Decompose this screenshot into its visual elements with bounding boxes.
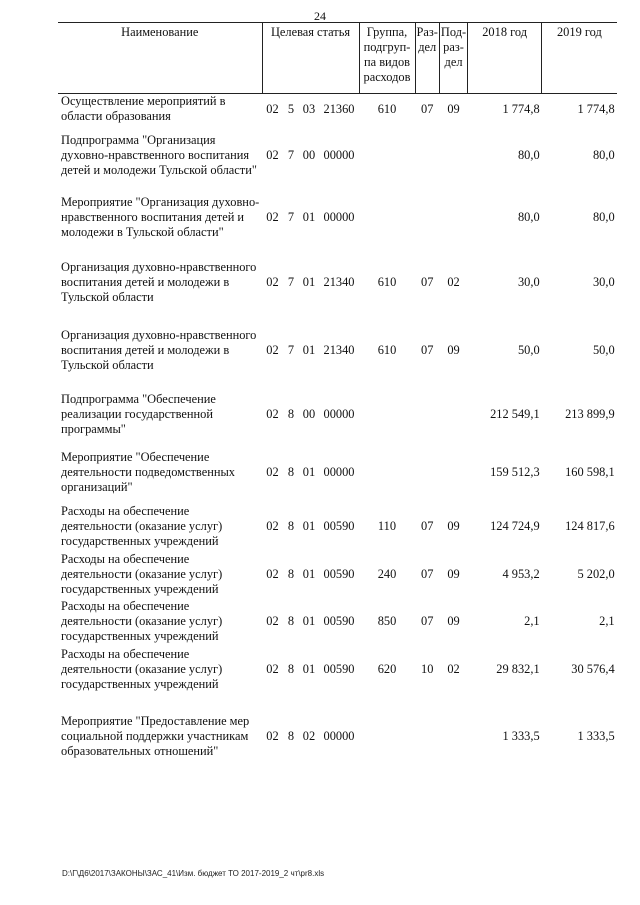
row-expense-group: 620 [377, 662, 397, 676]
row-amount-2018: 124 724,9 [490, 519, 540, 533]
table-header-row [58, 23, 617, 94]
table-row [58, 316, 617, 386]
row-article-subprogram: 8 [287, 465, 295, 479]
table-row [58, 503, 617, 551]
row-name: Расходы на обеспечение деятельности (оказание услуг) государственных учреждений [61, 598, 223, 643]
row-article-event: 01 [302, 519, 316, 533]
row-name: Подпрограмма "Обеспечение реализации государственной программы" [61, 391, 216, 436]
row-expense-group: 610 [377, 101, 397, 116]
row-section [415, 125, 439, 187]
row-article-direction: 00000 [323, 148, 355, 162]
header-year-2019: 2019 год [542, 23, 617, 94]
row-article-event: 01 [302, 662, 316, 676]
row-name: Осуществление мероприятий в области образования [61, 94, 226, 124]
table-row [58, 125, 617, 187]
row-article-subprogram: 8 [287, 662, 295, 676]
row-amount-2019: 80,0 [592, 210, 615, 224]
table-body [58, 94, 617, 779]
row-name: Организация духовно-нравственного воспитания детей и молодежи в Тульской области [61, 328, 257, 372]
row-amount-2019: 213 899,9 [565, 406, 615, 421]
header-name: Наименование [58, 23, 262, 94]
row-article-event: 00 [302, 406, 316, 421]
row-amount-2019: 5 202,0 [577, 566, 615, 581]
row-name: Расходы на обеспечение деятельности (оказание услуг) государственных учреждений [61, 647, 223, 691]
row-article-subprogram: 5 [287, 101, 295, 116]
row-article-program: 02 [266, 406, 279, 421]
table-row [58, 249, 617, 316]
row-name: Организация духовно-нравственного воспитания детей и молодежи в Тульской области [61, 259, 257, 304]
header-section: Раз-дел [415, 23, 439, 94]
row-amount-2019: 30 576,4 [571, 662, 615, 676]
row-article-program: 02 [266, 148, 279, 162]
row-expense-group: 610 [377, 343, 397, 357]
row-name: Расходы на обеспечение деятельности (оказание услуг) государственных учреждений [61, 504, 223, 548]
row-article-program: 02 [266, 566, 279, 581]
row-article-subprogram: 8 [287, 613, 295, 628]
row-amount-2018: 80,0 [517, 210, 540, 224]
row-article-subprogram: 7 [287, 343, 295, 357]
row-section [415, 386, 439, 443]
footer-file-path: D:\Г\Д6\2017\ЗАКОНЫ\ЗАС_41\Изм. бюджет ТО 2017-2019_2 чт\pr8.xls [62, 869, 325, 878]
row-article-direction: 00000 [323, 465, 355, 479]
row-subsection [439, 443, 467, 503]
header-year-2018: 2018 год [468, 23, 542, 94]
row-article-event: 01 [302, 343, 316, 357]
table-row [58, 551, 617, 598]
row-article-event: 02 [302, 729, 316, 743]
row-article-direction: 00590 [323, 662, 355, 676]
row-section: 07 [421, 343, 434, 357]
row-article-program: 02 [266, 343, 279, 357]
row-subsection: 09 [447, 566, 460, 581]
table-row [58, 695, 617, 779]
row-expense-group [359, 125, 415, 187]
row-expense-group [359, 695, 415, 779]
row-amount-2019: 1 333,5 [577, 729, 615, 743]
row-article-direction: 21340 [323, 343, 355, 357]
table-row [58, 645, 617, 695]
row-article-subprogram: 8 [287, 566, 295, 581]
row-section [415, 187, 439, 249]
budget-table [58, 22, 617, 779]
row-amount-2018: 2,1 [524, 613, 540, 628]
row-amount-2019: 2,1 [599, 613, 615, 628]
row-amount-2018: 50,0 [517, 343, 540, 357]
row-amount-2018: 212 549,1 [490, 406, 540, 421]
row-section: 07 [421, 274, 434, 289]
row-expense-group: 110 [377, 519, 397, 533]
table-row [58, 598, 617, 645]
row-article-subprogram: 7 [287, 274, 295, 289]
row-article-event: 00 [302, 148, 316, 162]
header-group: Группа, подгруп-па видов расходов [359, 23, 415, 94]
row-subsection: 02 [447, 274, 460, 289]
row-article-event: 03 [302, 101, 316, 116]
row-amount-2018: 30,0 [517, 274, 540, 289]
row-article-direction: 21340 [323, 274, 355, 289]
row-article-direction: 00000 [323, 729, 355, 743]
row-article-direction: 21360 [323, 101, 355, 116]
table-row [58, 443, 617, 503]
row-amount-2019: 80,0 [592, 148, 615, 162]
page-number: 24 [314, 9, 326, 23]
row-section [415, 695, 439, 779]
row-article-direction: 00590 [323, 519, 355, 533]
header-target-article: Целевая статья [262, 23, 359, 94]
row-article-event: 01 [302, 566, 316, 581]
row-article-direction: 00590 [323, 566, 355, 581]
row-amount-2019: 30,0 [592, 274, 615, 289]
row-article-subprogram: 8 [287, 519, 295, 533]
row-name: Мероприятие "Организация духовно-нравственного воспитания детей и молодежи в Тульской области" [61, 195, 260, 239]
row-amount-2019: 1 774,8 [577, 101, 615, 116]
row-subsection: 02 [447, 662, 460, 676]
table-row [58, 187, 617, 249]
row-article-direction: 00000 [323, 406, 355, 421]
row-expense-group: 610 [377, 274, 397, 289]
row-article-program: 02 [266, 274, 279, 289]
header-subsection: Под-раз-дел [439, 23, 467, 94]
row-subsection [439, 125, 467, 187]
row-article-subprogram: 7 [287, 210, 295, 224]
table-row [58, 94, 617, 125]
row-article-event: 01 [302, 465, 316, 479]
row-article-program: 02 [266, 465, 279, 479]
row-section [415, 443, 439, 503]
row-article-program: 02 [266, 729, 279, 743]
row-amount-2018: 1 333,5 [502, 729, 540, 743]
row-expense-group [359, 386, 415, 443]
row-section: 07 [421, 101, 434, 116]
row-article-subprogram: 8 [287, 729, 295, 743]
row-name: Расходы на обеспечение деятельности (оказание услуг) государственных учреждений [61, 551, 223, 596]
row-subsection: 09 [447, 519, 460, 533]
row-article-program: 02 [266, 210, 279, 224]
row-amount-2018: 80,0 [517, 148, 540, 162]
row-amount-2019: 160 598,1 [565, 465, 615, 479]
row-expense-group: 240 [377, 566, 397, 581]
row-subsection [439, 386, 467, 443]
row-amount-2019: 50,0 [592, 343, 615, 357]
row-amount-2018: 4 953,2 [502, 566, 540, 581]
row-expense-group [359, 187, 415, 249]
row-name: Мероприятие "Предоставление мер социальной поддержки участникам образовательных отношений" [61, 714, 250, 758]
row-article-program: 02 [266, 613, 279, 628]
row-article-subprogram: 7 [287, 148, 295, 162]
row-amount-2018: 1 774,8 [502, 101, 540, 116]
row-article-direction: 00590 [323, 613, 355, 628]
row-article-program: 02 [266, 662, 279, 676]
row-article-direction: 00000 [323, 210, 355, 224]
row-article-program: 02 [266, 519, 279, 533]
row-name: Мероприятие "Обеспечение деятельности подведомственных организаций" [61, 450, 235, 494]
row-section: 07 [421, 566, 434, 581]
row-article-program: 02 [266, 101, 279, 116]
row-section: 07 [421, 519, 434, 533]
row-subsection [439, 187, 467, 249]
row-article-subprogram: 8 [287, 406, 295, 421]
row-subsection [439, 695, 467, 779]
row-article-event: 01 [302, 613, 316, 628]
row-amount-2018: 159 512,3 [490, 465, 540, 479]
table-row [58, 386, 617, 443]
row-subsection: 09 [447, 343, 460, 357]
row-subsection: 09 [447, 613, 460, 628]
row-expense-group [359, 443, 415, 503]
row-article-event: 01 [302, 210, 316, 224]
row-name: Подпрограмма "Организация духовно-нравственного воспитания детей и молодежи Тульской области" [61, 133, 257, 177]
row-section: 10 [421, 662, 434, 676]
row-subsection: 09 [447, 101, 460, 116]
row-section: 07 [421, 613, 434, 628]
row-article-event: 01 [302, 274, 316, 289]
row-expense-group: 850 [377, 613, 397, 628]
row-amount-2019: 124 817,6 [565, 519, 615, 533]
row-amount-2018: 29 832,1 [496, 662, 540, 676]
